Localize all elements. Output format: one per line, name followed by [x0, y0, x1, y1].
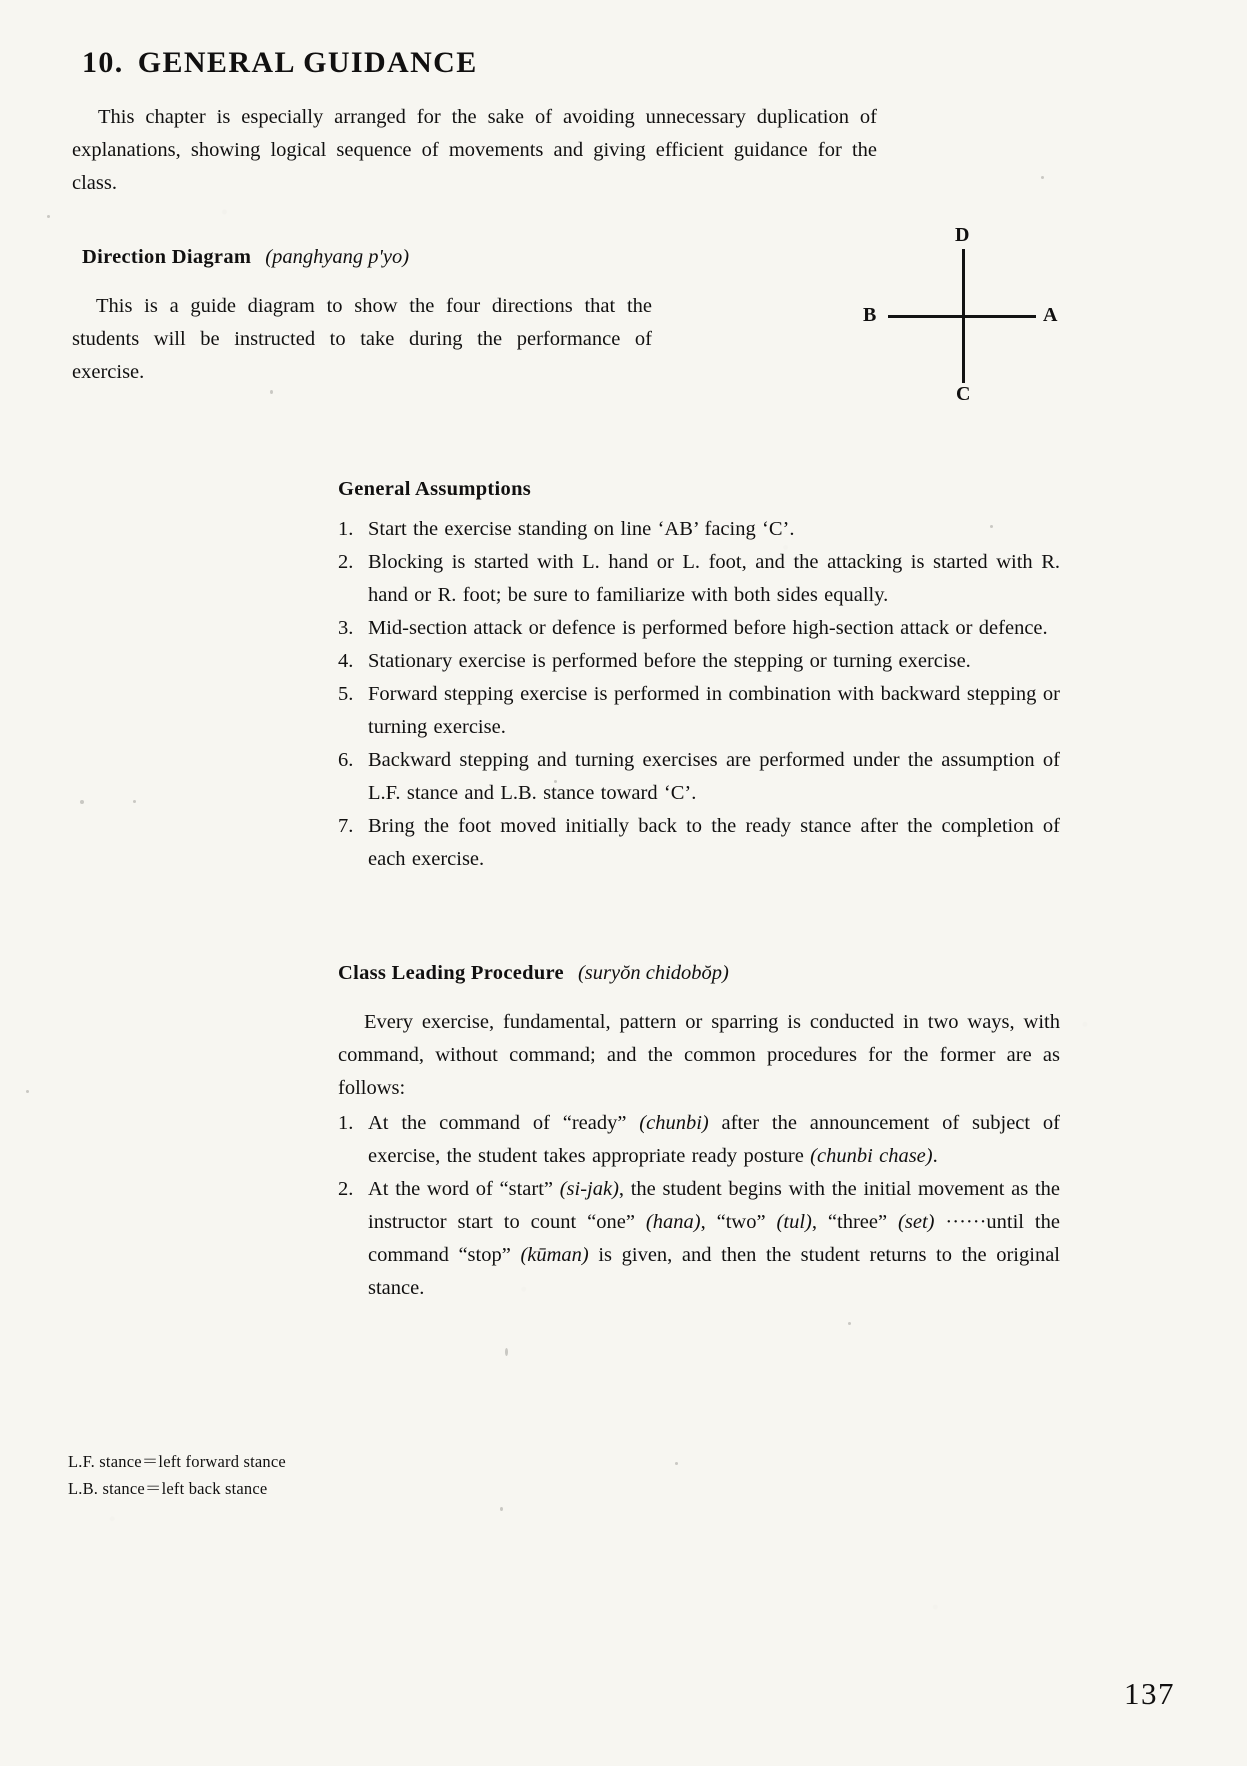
footnote-line: L.B. stance＝left back stance: [68, 1479, 268, 1498]
list-item: [338, 612, 1060, 645]
list-item-text-run: after the announcement of subject of exercise, the student takes appropriate ready posture: [368, 1111, 1060, 1167]
direction-diagram-heading: [82, 246, 672, 269]
list-item-marker: 5.: [338, 683, 354, 705]
romanized-term: (tul): [776, 1210, 812, 1233]
cross-horizontal-line: [888, 315, 1036, 318]
direction-diagram-block: [72, 246, 672, 409]
list-item-text-run: , “two”: [700, 1210, 777, 1233]
list-item-marker: 1.: [338, 1111, 354, 1134]
cross-label-left: B: [863, 304, 877, 326]
list-item: [338, 810, 1060, 876]
list-item: [338, 645, 1060, 678]
page-speckle: [505, 1348, 508, 1356]
romanized-term: (set): [898, 1210, 935, 1233]
general-assumptions-list: [338, 513, 1060, 876]
cross-label-top: D: [955, 224, 970, 246]
list-item-text: Stationary exercise is performed before the stepping or turning exercise.: [368, 650, 971, 672]
list-item-text-run: .: [932, 1144, 938, 1167]
page-number: 137: [1124, 1676, 1175, 1711]
list-item: [338, 678, 1060, 744]
direction-cross-diagram: [858, 224, 1068, 404]
direction-diagram-body: This is a guide diagram to show the four directions that the students will be instructed to take during the performance of exercise.: [72, 294, 652, 383]
class-leading-procedure-heading-label: Class Leading Procedure: [338, 962, 564, 984]
list-item-text: Mid-section attack or defence is performed before high-section attack or defence.: [368, 617, 1048, 639]
class-leading-procedure-list: [338, 1107, 1060, 1305]
chapter-number: 10.: [82, 46, 124, 80]
page-speckle: [47, 215, 50, 218]
class-leading-procedure-lead-paragraph: Every exercise, fundamental, pattern or sparring is conducted in two ways, with command, without command; and the common procedures for the former are as follows:: [338, 1010, 1060, 1099]
chapter-intro-paragraph: This chapter is especially arranged for the sake of avoiding unnecessary duplication of explanations, showing logical sequence of movements and giving efficient guidance for the class.: [72, 105, 877, 194]
class-leading-procedure-heading: [338, 962, 1060, 985]
list-item-text-run: At the command of “ready”: [368, 1111, 640, 1134]
romanized-term: (kūman): [520, 1243, 589, 1266]
cross-label-bottom: C: [956, 383, 971, 405]
chapter-title: GENERAL GUIDANCE: [137, 46, 478, 80]
list-item-text-run: is given, and then the student returns to the original stance.: [368, 1243, 1060, 1299]
page-speckle: [80, 800, 84, 804]
page-speckle: [133, 800, 136, 803]
cross-label-right: A: [1043, 304, 1058, 326]
list-item-marker: 2.: [338, 551, 354, 573]
romanized-term: (chunbi chase): [810, 1144, 933, 1167]
class-leading-procedure-section: [338, 962, 1060, 1305]
list-item-text-run: , “three”: [811, 1210, 899, 1233]
list-item-marker: 3.: [338, 617, 354, 639]
direction-diagram-heading-label: Direction Diagram: [82, 246, 252, 268]
list-item-marker: 6.: [338, 749, 354, 771]
chapter-heading: [82, 46, 478, 80]
general-assumptions-section: [338, 478, 1060, 876]
list-item-text: [368, 1107, 1060, 1173]
list-item-text-run: At the word of “start”: [368, 1177, 560, 1200]
list-item-marker: 7.: [338, 815, 354, 837]
direction-diagram-romanization: (panghyang p'yo): [265, 246, 410, 268]
list-item-text: Bring the foot moved initially back to the ready stance after the completion of each exercise.: [368, 815, 1060, 870]
list-item-text-run: ······until the command “stop”: [368, 1210, 1060, 1266]
list-item: [338, 546, 1060, 612]
list-item: [338, 513, 1060, 546]
romanized-term: (si-jak): [559, 1177, 619, 1200]
class-leading-procedure-romanization: (suryŏn chidobŏp): [577, 962, 729, 984]
page-speckle: [1041, 176, 1044, 179]
romanized-term: (hana): [645, 1210, 701, 1233]
page-speckle: [26, 1090, 29, 1093]
list-item: [338, 1107, 1060, 1173]
footnotes: [68, 1448, 286, 1502]
list-item-text: Backward stepping and turning exercises are performed under the assumption of L.F. stance and L.B. stance toward ‘C’.: [368, 749, 1060, 804]
footnote-line: L.F. stance＝left forward stance: [68, 1452, 286, 1471]
list-item-text: [368, 1173, 1060, 1305]
list-item-text: Forward stepping exercise is performed in combination with backward stepping or turning exercise.: [368, 683, 1060, 738]
page-speckle: [500, 1507, 503, 1511]
list-item-text: Start the exercise standing on line ‘AB’ facing ‘C’.: [368, 518, 795, 540]
list-item-marker: 4.: [338, 650, 354, 672]
list-item: [338, 744, 1060, 810]
page-speckle: [675, 1462, 678, 1465]
page-speckle: [848, 1322, 851, 1325]
list-item-marker: 2.: [338, 1177, 354, 1200]
romanized-term: (chunbi): [639, 1111, 709, 1134]
list-item-text: Blocking is started with L. hand or L. foot, and the attacking is started with R. hand or R. foot; be sure to familiarize with both sides equally.: [368, 551, 1060, 606]
list-item-text-run: , the student begins with the initial movement as the instructor start to count “one”: [368, 1177, 1060, 1233]
list-item-marker: 1.: [338, 518, 354, 540]
list-item: [338, 1173, 1060, 1305]
general-assumptions-heading: General Assumptions: [338, 478, 532, 500]
